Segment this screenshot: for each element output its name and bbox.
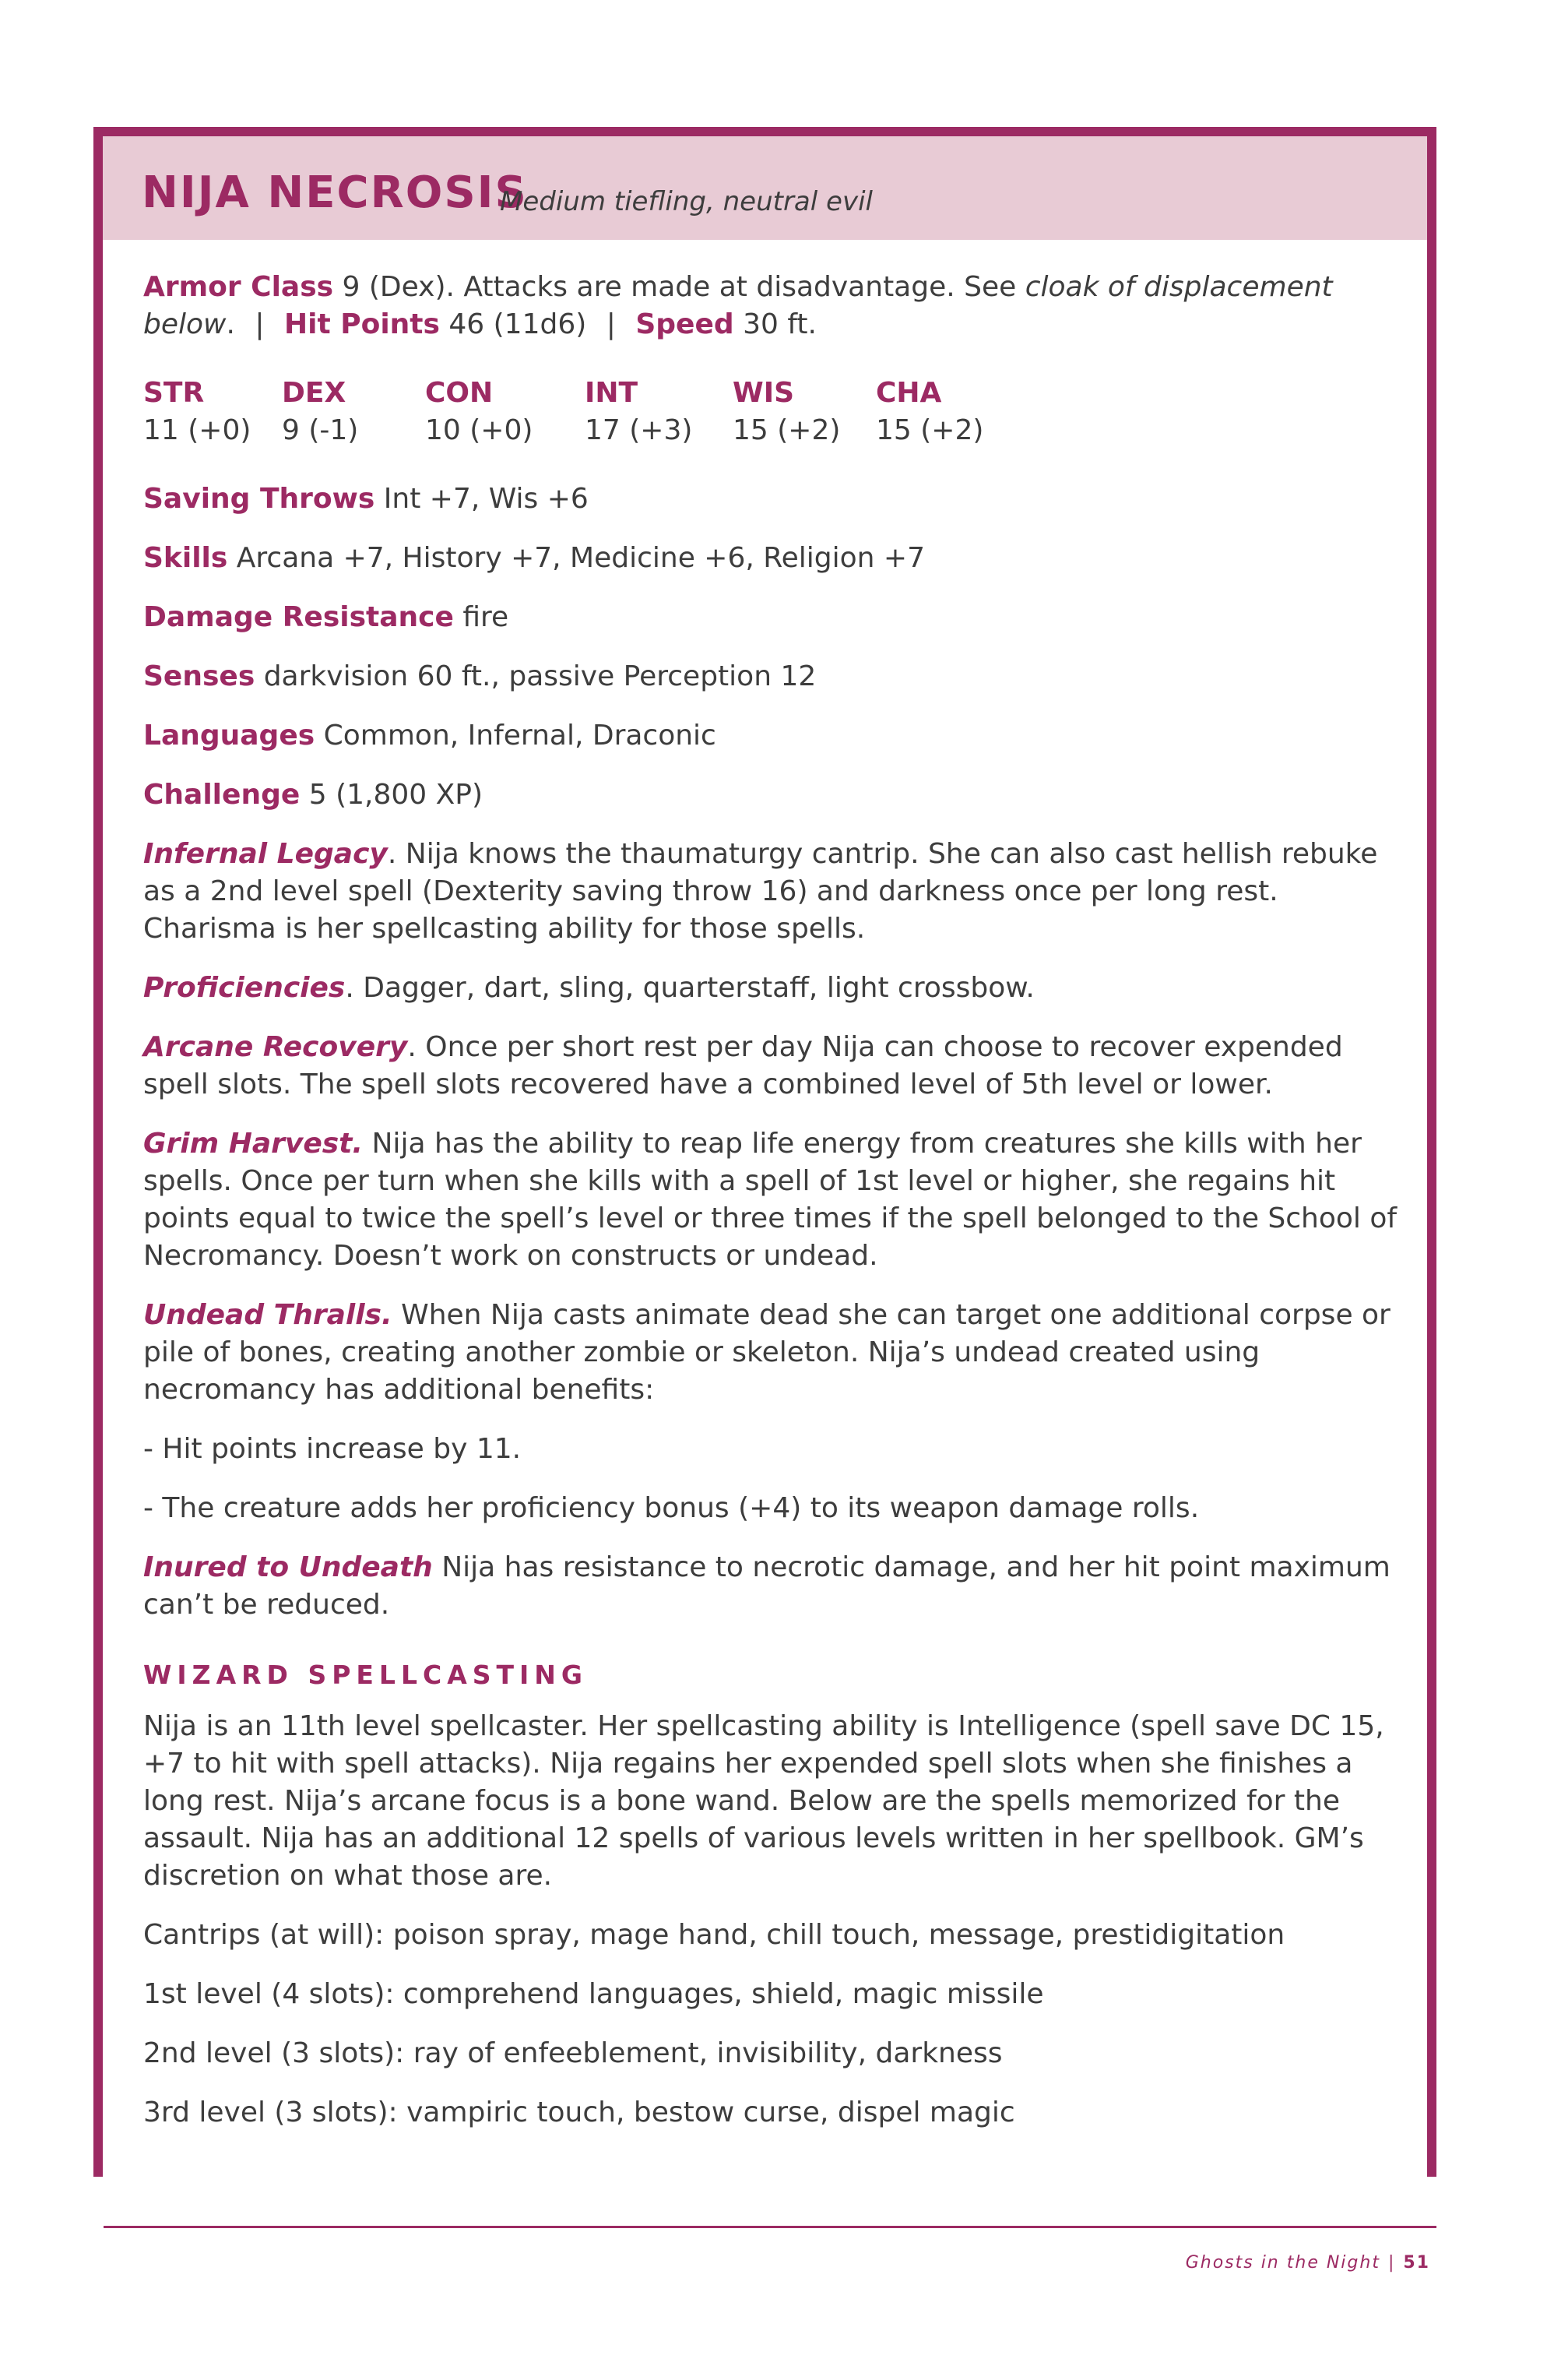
property-label: Damage Resistance xyxy=(143,601,454,633)
spell-level-line: 3rd level (3 slots): vampiric touch, bestow curse, dispel magic xyxy=(143,2097,1015,2128)
speed-value: 30 ft. xyxy=(743,308,817,340)
property-languages xyxy=(143,717,1412,755)
ability-cha xyxy=(876,375,1020,449)
spell-level-line: Cantrips (at will): poison spray, mage hand, chill touch, message, prestidigitation xyxy=(143,1919,1285,1951)
defense-line xyxy=(143,269,1412,343)
property-value: Arcana +7, History +7, Medicine +6, Religion +7 xyxy=(236,542,925,574)
trait-text: Nija has resistance to necrotic damage, and her hit point maximum can’t be reduced. xyxy=(143,1551,1391,1621)
ability-value: 10 (+0) xyxy=(425,414,533,446)
spellcasting-intro: Nija is an 11th level spellcaster. Her spellcasting ability is Intelligence (spell save DC 15, +7 to hit with spell attacks). Nija regains her expended spell slots when she finishes a long rest. Nija’s arcane focus is a bone wand. Below are the spells memorized for the assault. Nija has an additional 12 spells of various levels written in her spellbook. GM’s discretion on what those are. xyxy=(143,1710,1384,1892)
property-value: fire xyxy=(462,601,509,633)
property-damage-resistance xyxy=(143,599,1412,636)
trait-name: Arcane Recovery xyxy=(143,1031,408,1063)
ability-name: DEX xyxy=(282,377,346,409)
armor-class-value: 9 (Dex). Attacks are made at disadvantage. See xyxy=(342,271,1025,303)
book-title: Ghosts in the Night xyxy=(1185,2253,1380,2273)
hit-points-value: 46 (11d6) xyxy=(448,308,587,340)
property-label: Languages xyxy=(143,720,315,752)
property-challenge xyxy=(143,776,1412,814)
property-value: darkvision 60 ft., passive Perception 12 xyxy=(263,660,817,692)
ability-name: WIS xyxy=(733,377,795,409)
ability-int xyxy=(585,375,733,449)
spell-level-line: 2nd level (3 slots): ray of enfeeblement, invisibility, darkness xyxy=(143,2037,1003,2069)
bullet-item: - The creature adds her proficiency bonus (+4) to its weapon damage rolls. xyxy=(143,1492,1200,1524)
ability-wis xyxy=(733,375,876,449)
property-label: Skills xyxy=(143,542,228,574)
statblock-body xyxy=(143,269,1412,2153)
property-senses xyxy=(143,658,1412,695)
property-label: Senses xyxy=(143,660,255,692)
separator: | xyxy=(255,308,265,340)
property-value: Common, Infernal, Draconic xyxy=(323,720,716,752)
trait-punct: . xyxy=(407,1031,417,1063)
armor-class-end: . xyxy=(226,308,235,340)
ability-name: CON xyxy=(425,377,494,409)
ability-value: 15 (+2) xyxy=(733,414,841,446)
property-skills xyxy=(143,540,1412,577)
trait-undead-thralls xyxy=(143,1297,1412,1409)
property-label: Saving Throws xyxy=(143,483,375,515)
trait-name: Undead Thralls. xyxy=(143,1299,392,1331)
trait-proficiencies xyxy=(143,970,1412,1007)
trait-name: Grim Harvest. xyxy=(143,1128,364,1160)
ability-str xyxy=(143,375,282,449)
ability-name: CHA xyxy=(876,377,942,409)
hit-points-label: Hit Points xyxy=(283,308,440,340)
ability-con xyxy=(425,375,585,449)
trait-text: Nija knows the thaumaturgy cantrip. She can also cast hellish rebuke as a 2nd level spell (Dexterity saving throw 16) and darkness once per long rest. Charisma is her spellcasting ability for those spells. xyxy=(143,838,1378,945)
trait-punct: . xyxy=(387,838,397,870)
footer-rule xyxy=(104,2226,1436,2228)
ability-name: INT xyxy=(585,377,638,409)
ability-scores xyxy=(143,375,1412,449)
trait-grim-harvest xyxy=(143,1125,1412,1275)
trait-text: Nija has the ability to reap life energy from creatures she kills with her spells. Once per turn when she kills with a spell of 1st level or higher, she regains hit points equal to twice the spell’s level or three times if the spell belonged to the School of Necromancy. Doesn’t work on constructs or undead. xyxy=(143,1128,1398,1272)
armor-class-label: Armor Class xyxy=(143,271,334,303)
statblock-frame xyxy=(93,127,1436,2177)
trait-arcane-recovery xyxy=(143,1029,1412,1104)
statblock-header xyxy=(103,136,1427,240)
trait-text: When Nija casts animate dead she can target one additional corpse or pile of bones, creating another zombie or skeleton. Nija’s undead created using necromancy has additional benefits: xyxy=(143,1299,1391,1406)
spellcasting-title: WIZARD SPELLCASTING xyxy=(143,1660,589,1690)
ability-value: 17 (+3) xyxy=(585,414,693,446)
trait-name: Infernal Legacy xyxy=(143,838,388,870)
trait-infernal-legacy xyxy=(143,836,1412,948)
trait-name: Inured to Undeath xyxy=(143,1551,433,1583)
property-saving-throws xyxy=(143,481,1412,518)
page-number: 51 xyxy=(1403,2253,1430,2273)
armor-class-note: cloak of displacement below xyxy=(143,271,1333,340)
speed-label: Speed xyxy=(635,308,734,340)
ability-value: 15 (+2) xyxy=(876,414,984,446)
ability-value: 11 (+0) xyxy=(143,414,251,446)
ability-name: STR xyxy=(143,377,205,409)
trait-text: Once per short rest per day Nija can choose to recover expended spell slots. The spell slots recovered have a combined level of 5th level or lower. xyxy=(143,1031,1343,1100)
trait-punct: . xyxy=(345,972,354,1004)
bullet-item: - Hit points increase by 11. xyxy=(143,1433,522,1465)
page-footer xyxy=(1186,2253,1430,2273)
ability-value: 9 (-1) xyxy=(282,414,359,446)
creature-name: NIJA NECROSIS xyxy=(142,167,528,218)
trait-name: Proficiencies xyxy=(143,972,346,1004)
property-value: 5 (1,800 XP) xyxy=(308,779,483,811)
property-value: Int +7, Wis +6 xyxy=(383,483,589,515)
creature-type: Medium tiefling, neutral evil xyxy=(500,186,873,217)
separator: | xyxy=(606,308,616,340)
spell-level-line: 1st level (4 slots): comprehend languages, shield, magic missile xyxy=(143,1978,1044,2010)
footer-separator: | xyxy=(1387,2253,1396,2273)
trait-inured-to-undeath xyxy=(143,1549,1412,1624)
ability-dex xyxy=(282,375,425,449)
trait-text: Dagger, dart, sling, quarterstaff, light crossbow. xyxy=(353,972,1035,1004)
property-label: Challenge xyxy=(143,779,301,811)
